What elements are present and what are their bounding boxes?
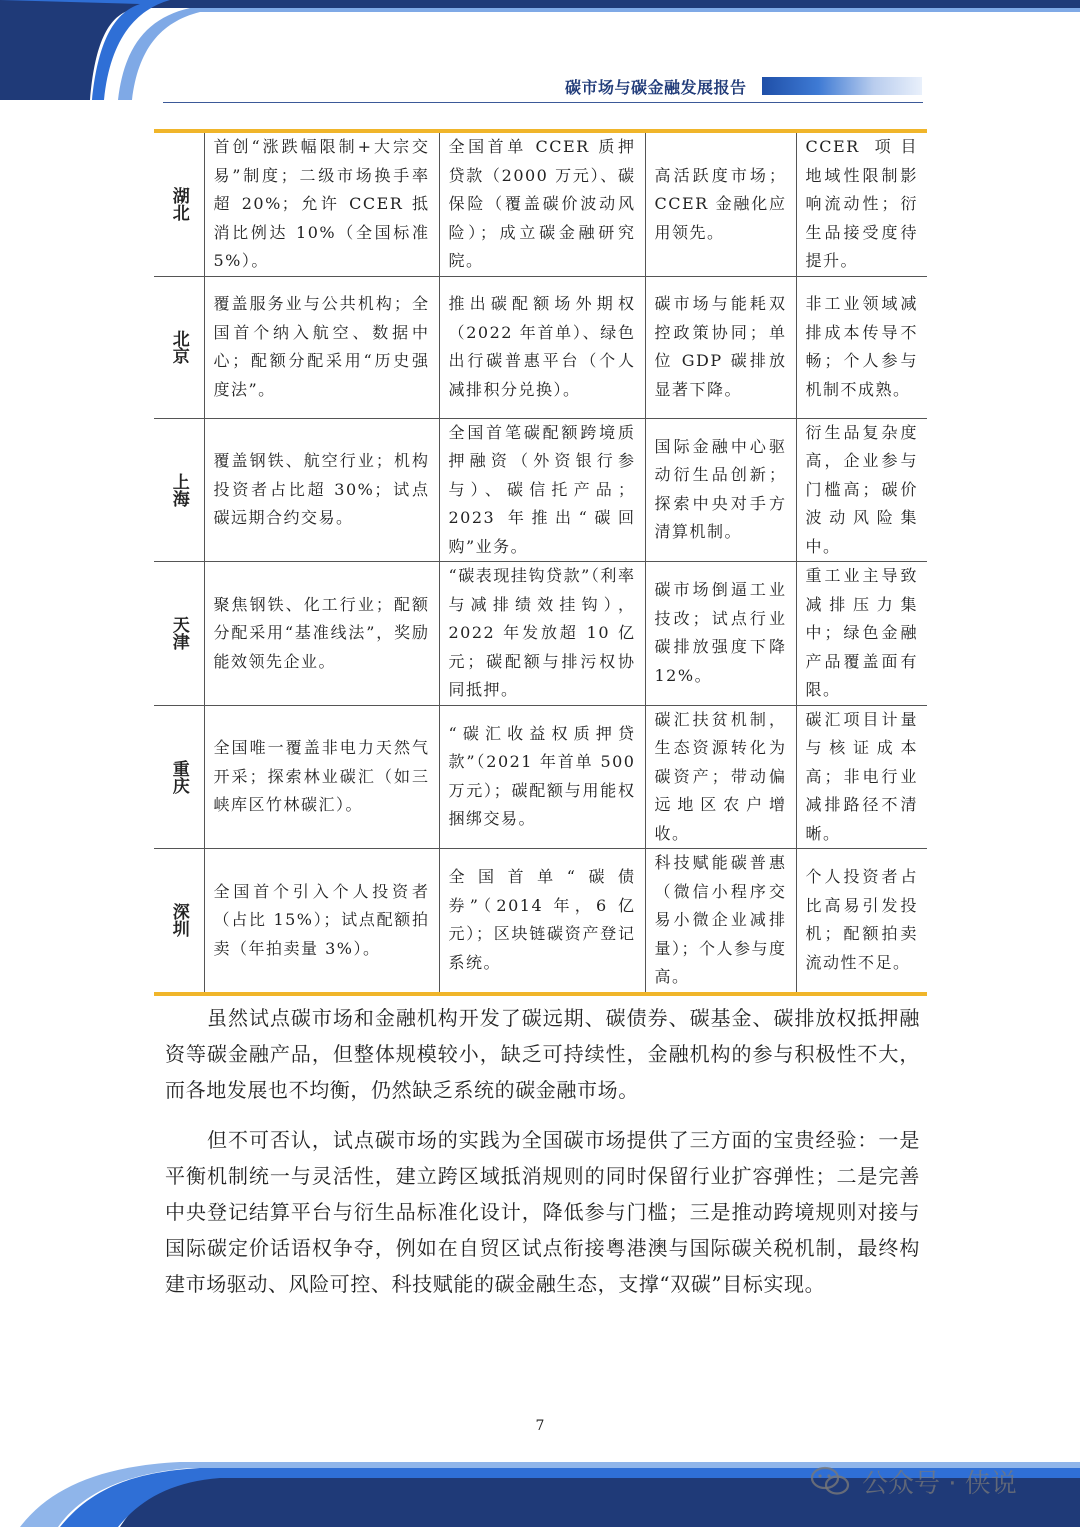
watermark-text: 公众号 · 侠说 <box>862 1468 1017 1499</box>
features-cell: 覆盖钢铁、航空行业；机构投资者占比超 30%；试点碳远期合约交易。 <box>204 418 439 562</box>
innovation-cell: “碳汇收益权质押贷款”（2021 年首单 500 万元）；碳配额与用能权捆绑交易。 <box>439 705 645 849</box>
advantage-cell: 科技赋能碳普惠（微信小程序交易小微企业减排量）；个人参与度高。 <box>645 849 796 992</box>
features-cell: 全国唯一覆盖非电力天然气开采；探索林业碳汇（如三峡库区竹林碳汇）。 <box>204 705 439 849</box>
advantage-cell: 碳汇扶贫机制，生态资源转化为碳资产；带动偏远地区农户增收。 <box>645 705 796 849</box>
paragraph: 虽然试点碳市场和金融机构开发了碳远期、碳债券、碳基金、碳排放权抵押融资等碳金融产品，但整体规模较小，缺乏可持续性，金融机构的参与积极性不大，而各地发展也不均衡，仍然缺乏系统的碳金融市场。 <box>165 1006 920 1102</box>
features-cell: 聚焦钢铁、化工行业；配额分配采用“基准线法”，奖励能效领先企业。 <box>204 562 439 706</box>
challenge-cell: 非工业领域减排成本传导不畅；个人参与机制不成熟。 <box>796 276 927 418</box>
features-cell: 覆盖服务业与公共机构；全国首个纳入航空、数据中心；配额分配采用“历史强度法”。 <box>204 276 439 418</box>
city-cell: 北京 <box>154 276 204 418</box>
report-title: 碳市场与碳金融发展报告 <box>565 78 747 97</box>
city-cell: 上海 <box>154 418 204 562</box>
features-cell: 全国首个引入个人投资者（占比 15%）；试点配额拍卖（年拍卖量 3%）。 <box>204 849 439 992</box>
innovation-cell: 全国首单“碳债券”（2014 年，6 亿元）；区块链碳资产登记系统。 <box>439 849 645 992</box>
paragraph: 但不可否认，试点碳市场的实践为全国碳市场提供了三方面的宝贵经验：一是平衡机制统一与灵活性，建立跨区域抵消规则的同时保留行业扩容弹性；二是完善中央登记结算平台与衍生品标准化设计，降低参与门槛；三是推动跨境规则对接与国际碳定价话语权争夺，例如在自贸区试点衔接粤港澳与国际碳关税机制，最终构建市场驱动、风险可控、科技赋能的碳金融生态，支撑“双碳”目标实现。 <box>165 1128 920 1296</box>
table-row <box>154 133 927 276</box>
challenge-cell: 碳汇项目计量与核证成本高；非电行业减排路径不清晰。 <box>796 705 927 849</box>
advantage-cell: 碳市场与能耗双控政策协同；单位 GDP 碳排放显著下降。 <box>645 276 796 418</box>
table-row <box>154 418 927 562</box>
innovation-cell: 全国首单 CCER 质押贷款（2000 万元）、碳保险（覆盖碳价波动风险）；成立碳金融研究院。 <box>439 133 645 276</box>
challenge-cell: 衍生品复杂度高，企业参与门槛高；碳价波动风险集中。 <box>796 418 927 562</box>
challenge-cell: CCER 项目地域性限制影响流动性；衍生品接受度待提升。 <box>796 133 927 276</box>
features-cell: 首创“涨跌幅限制+大宗交易”制度；二级市场换手率超 20%；允许 CCER 抵消比例达 10%（全国标准 5%）。 <box>204 133 439 276</box>
header-color-bar <box>762 77 922 95</box>
table-row <box>154 705 927 849</box>
challenge-cell: 个人投资者占比高易引发投机；配额拍卖流动性不足。 <box>796 849 927 992</box>
pilot-market-table <box>154 129 927 996</box>
wechat-icon <box>810 1466 850 1496</box>
advantage-cell: 国际金融中心驱动衍生品创新；探索中央对手方清算机制。 <box>645 418 796 562</box>
header-rule <box>163 102 923 103</box>
city-cell: 天津 <box>154 562 204 706</box>
page-number: 7 <box>535 1418 545 1434</box>
city-cell: 重庆 <box>154 705 204 849</box>
table-row <box>154 276 927 418</box>
body-text <box>165 1000 920 1316</box>
table-row <box>154 849 927 992</box>
innovation-cell: “碳表现挂钩贷款”（利率与减排绩效挂钩），2022 年发放超 10 亿元；碳配额与排污权协同抵押。 <box>439 562 645 706</box>
innovation-cell: 全国首笔碳配额跨境质押融资（外资银行参与）、碳信托产品；2023 年推出“碳回购”业务。 <box>439 418 645 562</box>
innovation-cell: 推出碳配额场外期权（2022 年首单）、绿色出行碳普惠平台（个人减排积分兑换）。 <box>439 276 645 418</box>
city-cell: 湖北 <box>154 133 204 276</box>
challenge-cell: 重工业主导致减排压力集中；绿色金融产品覆盖面有限。 <box>796 562 927 706</box>
advantage-cell: 碳市场倒逼工业技改；试点行业碳排放强度下降 12%。 <box>645 562 796 706</box>
advantage-cell: 高活跃度市场；CCER 金融化应用领先。 <box>645 133 796 276</box>
watermark <box>810 1462 1017 1500</box>
table-row <box>154 562 927 706</box>
city-cell: 深圳 <box>154 849 204 992</box>
